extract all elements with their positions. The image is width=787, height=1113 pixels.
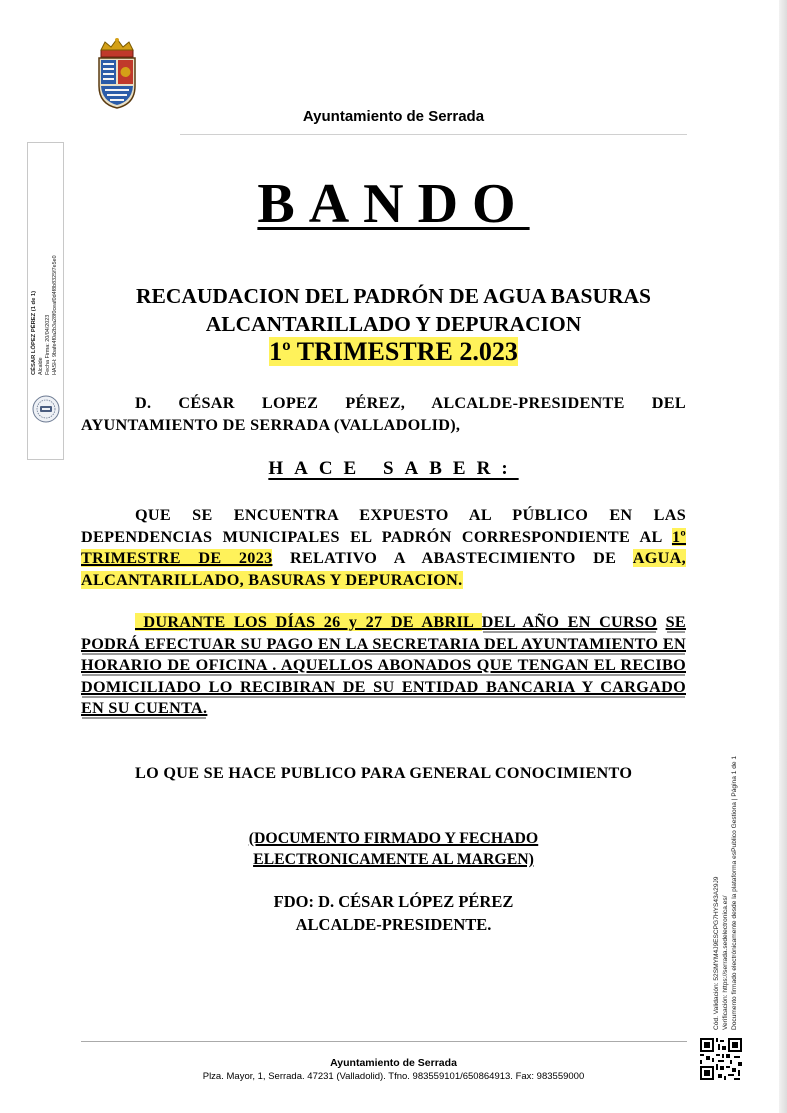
digital-seal-icon: [31, 394, 61, 424]
public-notice-paragraph: [81, 763, 686, 785]
header-municipality-name: Ayuntamiento de Serrada: [302, 108, 485, 125]
payment-paragraph: [81, 612, 686, 720]
coat-of-arms-logo: [95, 38, 139, 110]
electronic-signature-note: [0, 828, 787, 870]
exposure-trimester-highlight: 1º TRIMESTRE DE 2023: [81, 527, 686, 567]
header-divider: [180, 134, 687, 135]
verification-note: Documento firmado electrónicamente desde la plataforma esPublico Gestiona | Página 1 de 1: [731, 755, 738, 1030]
page-edge-shadow: [779, 0, 787, 1113]
signature-title: ALCALDE-PRESIDENTE.: [295, 915, 492, 934]
verification-code: Cód. Validación: 52SMYM4J9ESCPG7HYS43A29J9: [713, 876, 720, 1030]
trimester-highlight: 1º TRIMESTRE 2.023: [269, 337, 518, 366]
note-line-1: (DOCUMENTO FIRMADO Y FECHADO: [248, 830, 539, 847]
payment-text-2: SE PODRÁ EFECTUAR SU PAGO EN LA SECRETARIA DEL AYUNTAMIENTO EN HORARIO DE OFICINA . AQUELLOS ABONADOS QUE TENGAN EL RECIBO DOMICILIADO LO RECIBIRAN DE SU ENTIDAD BANCARIA Y CARGADO EN SU CUENTA.: [81, 613, 687, 717]
signature-signer: CÉSAR LÓPEZ PÉREZ (1 de 1): [31, 290, 37, 375]
exposure-services-highlight: AGUA, ALCANTARILLADO, BASURAS Y DEPURACION.: [81, 549, 686, 589]
subtitle-line-1: RECAUDACION DEL PADRÓN DE AGUA BASURAS: [135, 284, 652, 308]
subtitle-line-2: ALCANTARILLADO Y DEPURACION: [205, 312, 582, 336]
payment-text-1: DEL AÑO EN CURSO: [481, 613, 658, 631]
verification-url: Verificación: https://serrada.sedelectronica.es/: [722, 895, 729, 1030]
signature-name: FDO: D. CÉSAR LÓPEZ PÉREZ: [273, 892, 514, 911]
verification-text: [712, 730, 752, 1030]
exposure-text-1: QUE SE ENCUENTRA EXPUESTO AL PÚBLICO EN LAS DEPENDENCIAS MUNICIPALES EL PADRÓN CORRESPONDIENTE AL: [81, 506, 686, 546]
note-line-2: ELECTRONICAMENTE AL MARGEN): [253, 851, 534, 868]
footer-municipality-name: Ayuntamiento de Serrada: [330, 1057, 457, 1069]
payment-dates-highlight: DURANTE LOS DÍAS 26 y 27 DE ABRIL: [135, 613, 482, 631]
document-subtitle: [0, 282, 787, 338]
trimester-title: [0, 337, 787, 367]
document-title: BANDO: [257, 173, 530, 235]
signature-date: Fecha Firma: 20/04/2023: [45, 314, 51, 375]
signature-block: [0, 890, 787, 936]
exposure-text-2: RELATIVO A ABASTECIMIENTO DE: [272, 549, 633, 567]
exposure-paragraph: [81, 505, 686, 591]
intro-paragraph: [81, 393, 686, 436]
footer-divider: [81, 1041, 687, 1042]
public-notice-text: LO QUE SE HACE PUBLICO PARA GENERAL CONOCIMIENTO: [135, 764, 633, 782]
footer-address: Plza. Mayor, 1, Serrada. 47231 (Valladolid). Tfno. 983559101/650864913. Fax: 983559000: [202, 1071, 585, 1082]
intro-text: D. CÉSAR LOPEZ PÉREZ, ALCALDE-PRESIDENTE DEL AYUNTAMIENTO DE SERRADA (VALLADOLID),: [81, 394, 686, 434]
signature-role: Alcalde: [38, 357, 44, 375]
signature-hash: HASH: 9bafe4f0a2b3a28f0ceaf0d4f8b8325f7e5e0: [52, 255, 58, 375]
hace-saber-heading: HACE SABER:: [268, 458, 519, 479]
